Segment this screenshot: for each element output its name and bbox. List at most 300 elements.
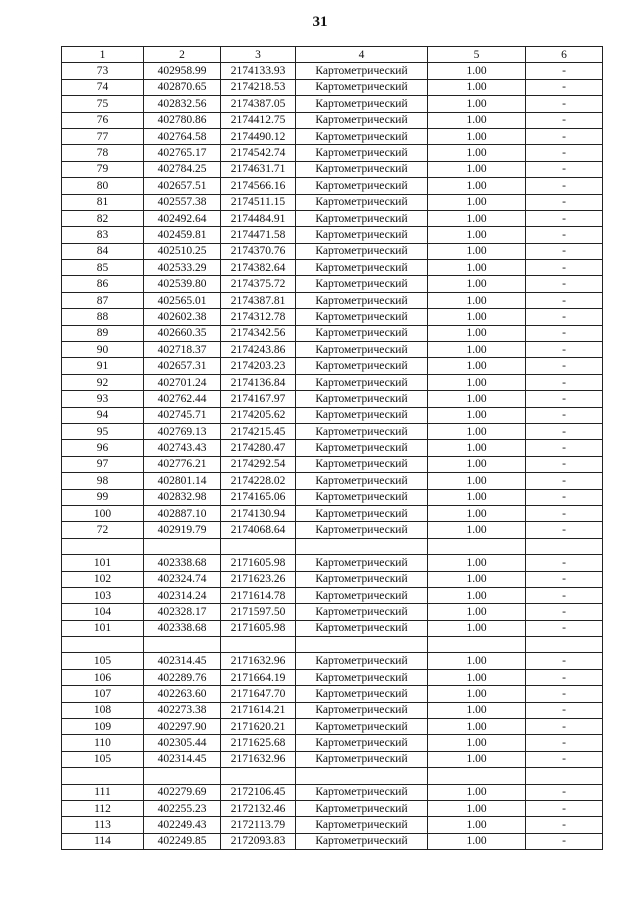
method-cell: Картометрический — [296, 587, 428, 603]
note-cell — [526, 768, 603, 784]
point-number-cell: 109 — [62, 719, 144, 735]
x-coordinate-cell: 402870.65 — [144, 79, 221, 95]
accuracy-cell: 1.00 — [428, 63, 526, 79]
note-cell: - — [526, 325, 603, 341]
y-coordinate-cell: 2171605.98 — [221, 555, 296, 571]
accuracy-cell: 1.00 — [428, 112, 526, 128]
accuracy-cell: 1.00 — [428, 194, 526, 210]
note-cell: - — [526, 571, 603, 587]
point-number-cell: 101 — [62, 620, 144, 636]
note-cell: - — [526, 686, 603, 702]
y-coordinate-cell: 2172132.46 — [221, 800, 296, 816]
point-number-cell: 99 — [62, 489, 144, 505]
y-coordinate-cell — [221, 637, 296, 653]
y-coordinate-cell: 2174167.97 — [221, 391, 296, 407]
accuracy-cell: 1.00 — [428, 128, 526, 144]
note-cell: - — [526, 210, 603, 226]
point-number-cell: 112 — [62, 800, 144, 816]
table-row — [62, 800, 603, 816]
method-cell: Картометрический — [296, 194, 428, 210]
accuracy-cell: 1.00 — [428, 489, 526, 505]
accuracy-cell: 1.00 — [428, 817, 526, 833]
table-row — [62, 555, 603, 571]
note-cell: - — [526, 358, 603, 374]
x-coordinate-cell: 402919.79 — [144, 522, 221, 538]
method-cell: Картометрический — [296, 227, 428, 243]
table-row — [62, 817, 603, 833]
method-cell: Картометрический — [296, 79, 428, 95]
point-number-cell: 101 — [62, 555, 144, 571]
point-number-cell: 86 — [62, 276, 144, 292]
note-cell: - — [526, 489, 603, 505]
point-number-cell: 93 — [62, 391, 144, 407]
method-cell: Картометрический — [296, 391, 428, 407]
y-coordinate-cell: 2174312.78 — [221, 309, 296, 325]
accuracy-cell: 1.00 — [428, 686, 526, 702]
x-coordinate-cell: 402510.25 — [144, 243, 221, 259]
point-number-cell: 78 — [62, 145, 144, 161]
accuracy-cell: 1.00 — [428, 210, 526, 226]
point-number-cell: 84 — [62, 243, 144, 259]
y-coordinate-cell: 2171605.98 — [221, 620, 296, 636]
y-coordinate-cell: 2174280.47 — [221, 440, 296, 456]
table-row — [62, 423, 603, 439]
note-cell: - — [526, 161, 603, 177]
point-number-cell: 110 — [62, 735, 144, 751]
x-coordinate-cell: 402762.44 — [144, 391, 221, 407]
note-cell: - — [526, 833, 603, 849]
point-number-cell: 90 — [62, 342, 144, 358]
table-row — [62, 161, 603, 177]
note-cell: - — [526, 423, 603, 439]
accuracy-cell: 1.00 — [428, 555, 526, 571]
y-coordinate-cell: 2171632.96 — [221, 653, 296, 669]
y-coordinate-cell: 2172093.83 — [221, 833, 296, 849]
column-header: 1 — [62, 47, 144, 63]
table-row — [62, 260, 603, 276]
x-coordinate-cell: 402492.64 — [144, 210, 221, 226]
note-cell: - — [526, 128, 603, 144]
method-cell: Картометрический — [296, 620, 428, 636]
accuracy-cell: 1.00 — [428, 571, 526, 587]
accuracy-cell: 1.00 — [428, 325, 526, 341]
point-number-cell — [62, 637, 144, 653]
table-body — [62, 63, 603, 850]
y-coordinate-cell: 2172106.45 — [221, 784, 296, 800]
note-cell: - — [526, 243, 603, 259]
table-row — [62, 751, 603, 767]
x-coordinate-cell: 402780.86 — [144, 112, 221, 128]
point-number-cell: 81 — [62, 194, 144, 210]
method-cell: Картометрический — [296, 604, 428, 620]
accuracy-cell: 1.00 — [428, 423, 526, 439]
accuracy-cell: 1.00 — [428, 719, 526, 735]
accuracy-cell: 1.00 — [428, 391, 526, 407]
method-cell: Картометрический — [296, 210, 428, 226]
method-cell: Картометрический — [296, 456, 428, 472]
table-row — [62, 768, 603, 784]
accuracy-cell: 1.00 — [428, 800, 526, 816]
point-number-cell: 76 — [62, 112, 144, 128]
x-coordinate-cell — [144, 538, 221, 554]
accuracy-cell: 1.00 — [428, 587, 526, 603]
x-coordinate-cell: 402533.29 — [144, 260, 221, 276]
method-cell: Картометрический — [296, 522, 428, 538]
x-coordinate-cell: 402765.17 — [144, 145, 221, 161]
table-row — [62, 456, 603, 472]
point-number-cell: 106 — [62, 669, 144, 685]
column-header: 6 — [526, 47, 603, 63]
accuracy-cell — [428, 637, 526, 653]
table-row — [62, 407, 603, 423]
method-cell: Картометрический — [296, 358, 428, 374]
y-coordinate-cell: 2174292.54 — [221, 456, 296, 472]
y-coordinate-cell: 2174370.76 — [221, 243, 296, 259]
method-cell: Картометрический — [296, 260, 428, 276]
page-number: 31 — [312, 14, 328, 30]
method-cell: Картометрический — [296, 112, 428, 128]
method-cell — [296, 538, 428, 554]
method-cell: Картометрический — [296, 96, 428, 112]
x-coordinate-cell: 402338.68 — [144, 620, 221, 636]
note-cell: - — [526, 555, 603, 571]
y-coordinate-cell: 2171614.78 — [221, 587, 296, 603]
accuracy-cell: 1.00 — [428, 505, 526, 521]
y-coordinate-cell: 2174068.64 — [221, 522, 296, 538]
note-cell: - — [526, 702, 603, 718]
table-row — [62, 587, 603, 603]
x-coordinate-cell: 402338.68 — [144, 555, 221, 571]
note-cell: - — [526, 719, 603, 735]
method-cell — [296, 637, 428, 653]
method-cell: Картометрический — [296, 325, 428, 341]
table-row — [62, 96, 603, 112]
note-cell: - — [526, 112, 603, 128]
y-coordinate-cell: 2174136.84 — [221, 374, 296, 390]
x-coordinate-cell: 402602.38 — [144, 309, 221, 325]
accuracy-cell: 1.00 — [428, 653, 526, 669]
point-number-cell: 89 — [62, 325, 144, 341]
x-coordinate-cell: 402764.58 — [144, 128, 221, 144]
table-row — [62, 128, 603, 144]
column-header: 5 — [428, 47, 526, 63]
x-coordinate-cell: 402657.51 — [144, 178, 221, 194]
table-header-row — [62, 47, 603, 63]
x-coordinate-cell: 402743.43 — [144, 440, 221, 456]
point-number-cell: 88 — [62, 309, 144, 325]
y-coordinate-cell: 2174203.23 — [221, 358, 296, 374]
accuracy-cell: 1.00 — [428, 96, 526, 112]
accuracy-cell: 1.00 — [428, 407, 526, 423]
table-row — [62, 79, 603, 95]
x-coordinate-cell: 402832.56 — [144, 96, 221, 112]
point-number-cell — [62, 538, 144, 554]
accuracy-cell: 1.00 — [428, 342, 526, 358]
y-coordinate-cell: 2174631.71 — [221, 161, 296, 177]
x-coordinate-cell: 402718.37 — [144, 342, 221, 358]
table-row — [62, 112, 603, 128]
note-cell — [526, 538, 603, 554]
accuracy-cell: 1.00 — [428, 735, 526, 751]
x-coordinate-cell: 402745.71 — [144, 407, 221, 423]
x-coordinate-cell: 402314.45 — [144, 751, 221, 767]
table-row — [62, 63, 603, 79]
point-number-cell: 73 — [62, 63, 144, 79]
y-coordinate-cell: 2171620.21 — [221, 719, 296, 735]
table-row — [62, 637, 603, 653]
accuracy-cell: 1.00 — [428, 358, 526, 374]
note-cell: - — [526, 587, 603, 603]
method-cell: Картометрический — [296, 669, 428, 685]
x-coordinate-cell: 402660.35 — [144, 325, 221, 341]
accuracy-cell: 1.00 — [428, 309, 526, 325]
accuracy-cell — [428, 538, 526, 554]
note-cell: - — [526, 260, 603, 276]
x-coordinate-cell: 402324.74 — [144, 571, 221, 587]
point-number-cell: 75 — [62, 96, 144, 112]
y-coordinate-cell: 2174387.05 — [221, 96, 296, 112]
y-coordinate-cell: 2174165.06 — [221, 489, 296, 505]
x-coordinate-cell: 402887.10 — [144, 505, 221, 521]
table-row — [62, 522, 603, 538]
note-cell: - — [526, 522, 603, 538]
accuracy-cell: 1.00 — [428, 178, 526, 194]
note-cell: - — [526, 342, 603, 358]
method-cell: Картометрический — [296, 784, 428, 800]
method-cell: Картометрический — [296, 128, 428, 144]
y-coordinate-cell: 2174412.75 — [221, 112, 296, 128]
table-row — [62, 374, 603, 390]
note-cell: - — [526, 784, 603, 800]
point-number-cell: 95 — [62, 423, 144, 439]
table-row — [62, 784, 603, 800]
y-coordinate-cell: 2171597.50 — [221, 604, 296, 620]
table-row — [62, 669, 603, 685]
y-coordinate-cell: 2171647.70 — [221, 686, 296, 702]
y-coordinate-cell: 2174218.53 — [221, 79, 296, 95]
x-coordinate-cell: 402557.38 — [144, 194, 221, 210]
y-coordinate-cell: 2174130.94 — [221, 505, 296, 521]
accuracy-cell: 1.00 — [428, 161, 526, 177]
method-cell: Картометрический — [296, 440, 428, 456]
x-coordinate-cell — [144, 768, 221, 784]
x-coordinate-cell: 402801.14 — [144, 473, 221, 489]
table-row — [62, 686, 603, 702]
y-coordinate-cell: 2174542.74 — [221, 145, 296, 161]
x-coordinate-cell: 402289.76 — [144, 669, 221, 685]
accuracy-cell: 1.00 — [428, 79, 526, 95]
x-coordinate-cell — [144, 637, 221, 653]
method-cell: Картометрический — [296, 292, 428, 308]
x-coordinate-cell: 402328.17 — [144, 604, 221, 620]
table-row — [62, 719, 603, 735]
y-coordinate-cell: 2171614.21 — [221, 702, 296, 718]
accuracy-cell: 1.00 — [428, 784, 526, 800]
note-cell: - — [526, 194, 603, 210]
y-coordinate-cell: 2174566.16 — [221, 178, 296, 194]
table-row — [62, 505, 603, 521]
y-coordinate-cell: 2174342.56 — [221, 325, 296, 341]
accuracy-cell: 1.00 — [428, 833, 526, 849]
x-coordinate-cell: 402565.01 — [144, 292, 221, 308]
note-cell: - — [526, 309, 603, 325]
table-row — [62, 620, 603, 636]
column-header: 3 — [221, 47, 296, 63]
x-coordinate-cell: 402263.60 — [144, 686, 221, 702]
method-cell: Картометрический — [296, 309, 428, 325]
table-row — [62, 489, 603, 505]
method-cell: Картометрический — [296, 702, 428, 718]
point-number-cell: 98 — [62, 473, 144, 489]
method-cell: Картометрический — [296, 653, 428, 669]
note-cell — [526, 637, 603, 653]
accuracy-cell: 1.00 — [428, 292, 526, 308]
point-number-cell: 113 — [62, 817, 144, 833]
accuracy-cell: 1.00 — [428, 669, 526, 685]
x-coordinate-cell: 402958.99 — [144, 63, 221, 79]
note-cell: - — [526, 63, 603, 79]
column-header: 4 — [296, 47, 428, 63]
method-cell: Картометрический — [296, 555, 428, 571]
x-coordinate-cell: 402255.23 — [144, 800, 221, 816]
table-row — [62, 227, 603, 243]
accuracy-cell: 1.00 — [428, 751, 526, 767]
x-coordinate-cell: 402657.31 — [144, 358, 221, 374]
note-cell: - — [526, 456, 603, 472]
y-coordinate-cell: 2172113.79 — [221, 817, 296, 833]
note-cell: - — [526, 407, 603, 423]
point-number-cell: 74 — [62, 79, 144, 95]
y-coordinate-cell: 2174471.58 — [221, 227, 296, 243]
table-row — [62, 358, 603, 374]
point-number-cell: 80 — [62, 178, 144, 194]
table-row — [62, 604, 603, 620]
accuracy-cell — [428, 768, 526, 784]
x-coordinate-cell: 402769.13 — [144, 423, 221, 439]
x-coordinate-cell: 402279.69 — [144, 784, 221, 800]
point-number-cell: 105 — [62, 751, 144, 767]
note-cell: - — [526, 751, 603, 767]
point-number-cell: 83 — [62, 227, 144, 243]
note-cell: - — [526, 800, 603, 816]
x-coordinate-cell: 402314.45 — [144, 653, 221, 669]
accuracy-cell: 1.00 — [428, 440, 526, 456]
x-coordinate-cell: 402459.81 — [144, 227, 221, 243]
accuracy-cell: 1.00 — [428, 374, 526, 390]
method-cell: Картометрический — [296, 423, 428, 439]
point-number-cell: 107 — [62, 686, 144, 702]
table-row — [62, 538, 603, 554]
point-number-cell: 85 — [62, 260, 144, 276]
point-number-cell: 97 — [62, 456, 144, 472]
accuracy-cell: 1.00 — [428, 456, 526, 472]
table-row — [62, 194, 603, 210]
table-row — [62, 440, 603, 456]
table-row — [62, 276, 603, 292]
method-cell: Картометрический — [296, 145, 428, 161]
x-coordinate-cell: 402249.43 — [144, 817, 221, 833]
method-cell: Картометрический — [296, 686, 428, 702]
accuracy-cell: 1.00 — [428, 604, 526, 620]
point-number-cell: 100 — [62, 505, 144, 521]
method-cell: Картометрический — [296, 342, 428, 358]
y-coordinate-cell: 2174243.86 — [221, 342, 296, 358]
accuracy-cell: 1.00 — [428, 243, 526, 259]
x-coordinate-cell: 402305.44 — [144, 735, 221, 751]
note-cell: - — [526, 440, 603, 456]
y-coordinate-cell: 2171632.96 — [221, 751, 296, 767]
y-coordinate-cell: 2171625.68 — [221, 735, 296, 751]
y-coordinate-cell: 2174511.15 — [221, 194, 296, 210]
method-cell: Картометрический — [296, 178, 428, 194]
accuracy-cell: 1.00 — [428, 620, 526, 636]
note-cell: - — [526, 79, 603, 95]
point-number-cell — [62, 768, 144, 784]
table-row — [62, 325, 603, 341]
note-cell: - — [526, 817, 603, 833]
y-coordinate-cell — [221, 768, 296, 784]
y-coordinate-cell — [221, 538, 296, 554]
y-coordinate-cell: 2171623.26 — [221, 571, 296, 587]
note-cell: - — [526, 669, 603, 685]
coordinates-table — [61, 46, 603, 850]
y-coordinate-cell: 2174382.64 — [221, 260, 296, 276]
y-coordinate-cell: 2174490.12 — [221, 128, 296, 144]
note-cell: - — [526, 292, 603, 308]
method-cell: Картометрический — [296, 276, 428, 292]
y-coordinate-cell: 2174228.02 — [221, 473, 296, 489]
method-cell — [296, 768, 428, 784]
note-cell: - — [526, 374, 603, 390]
table-row — [62, 178, 603, 194]
method-cell: Картометрический — [296, 243, 428, 259]
note-cell: - — [526, 473, 603, 489]
method-cell: Картометрический — [296, 571, 428, 587]
accuracy-cell: 1.00 — [428, 227, 526, 243]
y-coordinate-cell: 2174484.91 — [221, 210, 296, 226]
method-cell: Картометрический — [296, 833, 428, 849]
point-number-cell: 108 — [62, 702, 144, 718]
y-coordinate-cell: 2171664.19 — [221, 669, 296, 685]
x-coordinate-cell: 402776.21 — [144, 456, 221, 472]
point-number-cell: 77 — [62, 128, 144, 144]
y-coordinate-cell: 2174205.62 — [221, 407, 296, 423]
point-number-cell: 96 — [62, 440, 144, 456]
note-cell: - — [526, 620, 603, 636]
table-row — [62, 702, 603, 718]
method-cell: Картометрический — [296, 735, 428, 751]
accuracy-cell: 1.00 — [428, 260, 526, 276]
point-number-cell: 105 — [62, 653, 144, 669]
x-coordinate-cell: 402314.24 — [144, 587, 221, 603]
x-coordinate-cell: 402273.38 — [144, 702, 221, 718]
x-coordinate-cell: 402249.85 — [144, 833, 221, 849]
method-cell: Картометрический — [296, 473, 428, 489]
x-coordinate-cell: 402832.98 — [144, 489, 221, 505]
note-cell: - — [526, 96, 603, 112]
point-number-cell: 91 — [62, 358, 144, 374]
x-coordinate-cell: 402297.90 — [144, 719, 221, 735]
note-cell: - — [526, 735, 603, 751]
y-coordinate-cell: 2174133.93 — [221, 63, 296, 79]
accuracy-cell: 1.00 — [428, 145, 526, 161]
table-row — [62, 292, 603, 308]
point-number-cell: 103 — [62, 587, 144, 603]
method-cell: Картометрический — [296, 407, 428, 423]
method-cell: Картометрический — [296, 489, 428, 505]
note-cell: - — [526, 653, 603, 669]
note-cell: - — [526, 145, 603, 161]
